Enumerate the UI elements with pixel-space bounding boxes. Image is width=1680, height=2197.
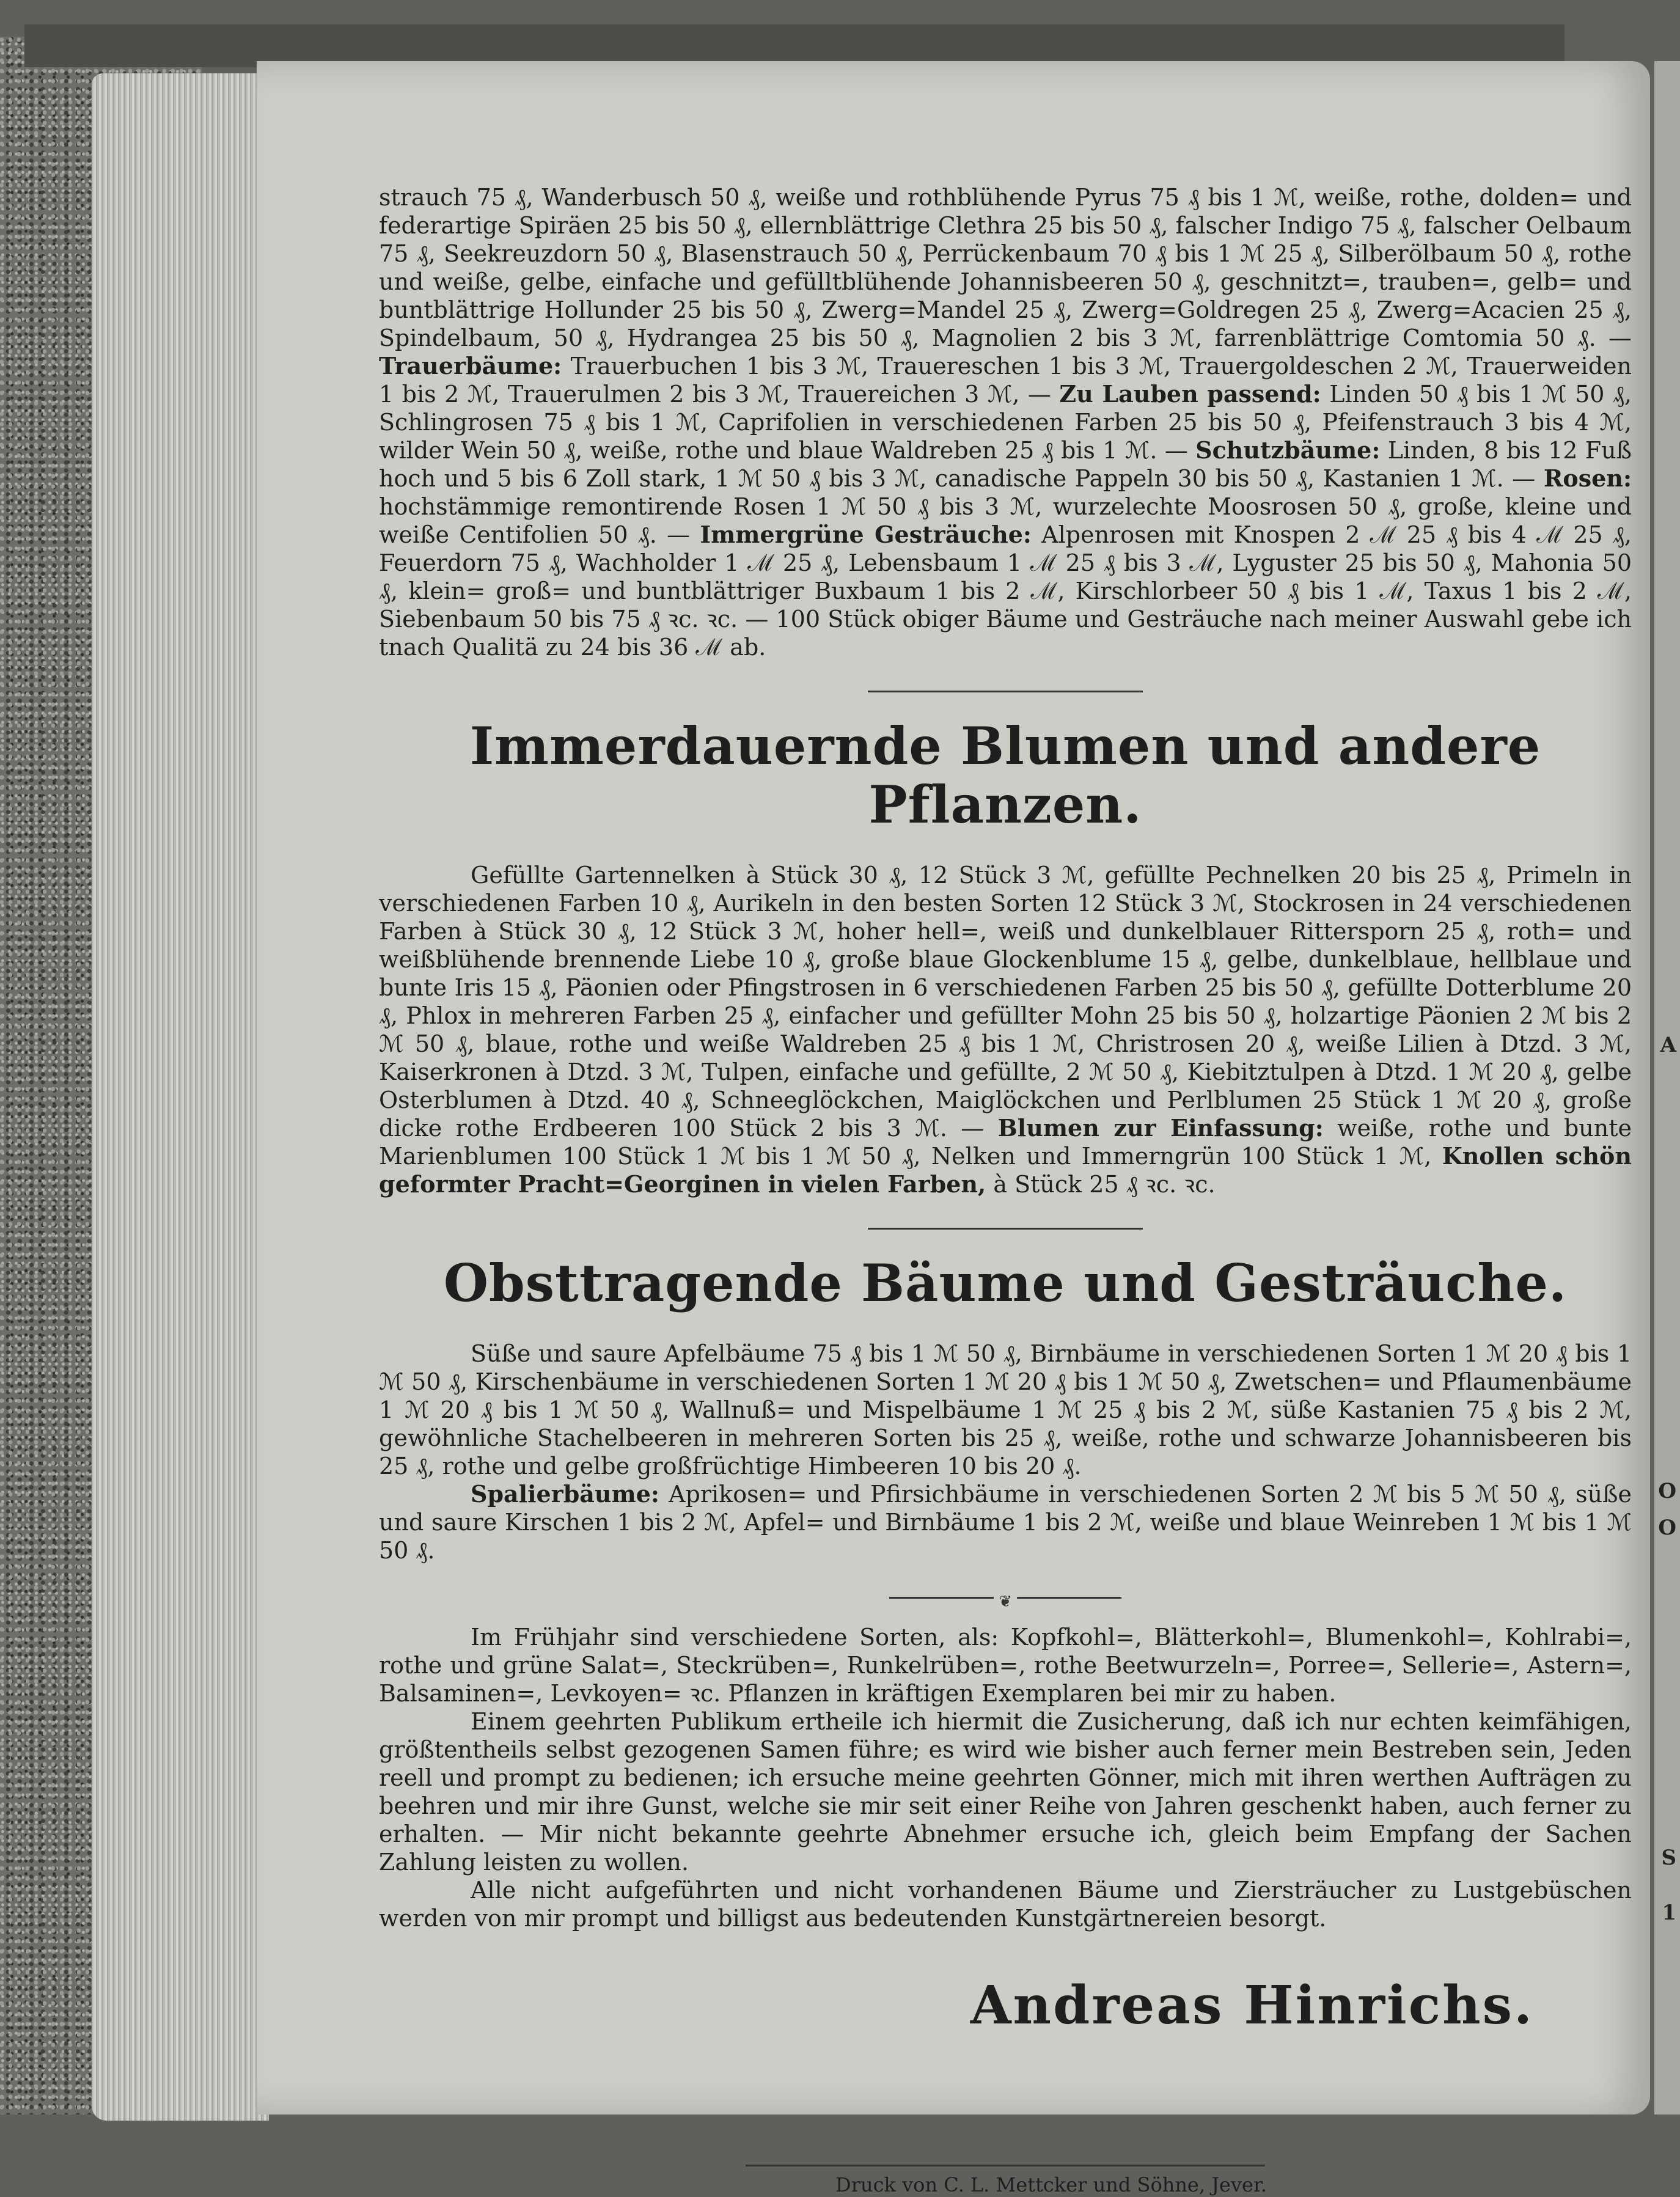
closing-paragraph-2: Einem geehrten Publikum ertheile ich hiermit die Zusicherung, daß ich nur echten keimfähigen, größtentheils selbst gezogenen Samen führe; es wird wie bisher auch ferner mein Bestreben sein, Jeden reell und prompt zu bedienen; ich ersuche meine geehrten Gönner, mich mit ihren werthen Aufträgen zu beehren und mir ihre Gunst, welche sie mir seit einer Reihe von Jahren geschenkt haben, auch ferner zu erhalten. — Mir nicht bekannte geehrte Abnehmer ersuche ich, gleich beim Empfang der Sachen Zahlung leisten zu wollen. [379,1708,1632,1876]
rosen-label: Rosen: [1543,464,1632,492]
georginen-label: Knollen schön geformter Pracht=Georginen in vielen Farben, [379,1142,1632,1198]
section-divider [868,1228,1143,1230]
schutz-label: Schutzbäume: [1195,436,1381,464]
next-page-edge [1654,61,1680,2114]
obst-paragraph: Süße und saure Apfelbäume 75 ₰ bis 1 ℳ 50 ₰, Birnbäume in verschiedenen Sorten 1 ℳ 20 ₰ bis 1 ℳ 50 ₰, Kirschenbäume in verschiedenen Sorten 1 ℳ 20 ₰ bis 1 ℳ 50 ₰, Zwetschen= und Pflaumenbäume 1 ℳ 20 ₰ bis 1 ℳ 50 ₰, Wallnuß= und Mispelbäume 1 ℳ 25 ₰ bis 2 ℳ, süße Kastanien 75 ₰ bis 2 ℳ, gewöhnliche Stachelbeeren in mehreren Sorten bis 25 ₰, weiße, rothe und schwarze Johannisbeeren bis 25 ₰, rothe und gelbe großfrüchtige Himbeeren 10 bis 20 ₰. [379,1340,1632,1480]
immergruen-text: Alpenrosen mit Knospen 2 ℳ 25 ₰ bis 4 ℳ 25 ₰, Feuerdorn 75 ₰, Wachholder 1 ℳ 25 ₰, Lebensbaum 1 ℳ 25 ₰ bis 3 ℳ, Lyguster 25 bis 50 ₰, Mahonia 50 ₰, klein= groß= und buntblättriger Buxbaum 1 bis 2 ℳ, Kirschlorbeer 50 ₰ bis 1 ℳ, Taxus 1 bis 2 ℳ, Siebenbaum 50 bis 75 ₰ ꝛc. ꝛc. — 100 Stück obiger Bäume und Gesträuche nach meiner Auswahl gebe ich tnach Qualitä zu 24 bis 36 ℳ ab. [379,521,1632,661]
signature: Andreas Hinrichs. [970,1975,1534,2036]
next-page-char: 1 [1662,1901,1676,1925]
spalier-label: Spalierbäume: [471,1480,659,1508]
page-edges-stack [92,73,269,2121]
einfassung-text: weiße, rothe und bunte Marienblumen 100 Stück 1 ℳ bis 1 ℳ 50 ₰, Nelken und Immerngrün 100 Stück 1 ℳ, [379,1115,1632,1170]
next-page-char: O [1658,1479,1676,1503]
lauben-text: Linden 50 ₰ bis 1 ℳ 50 ₰, Schlingrosen 75 ₰ bis 1 ℳ, Caprifolien in verschiedenen Farben 25 bis 50 ₰, Pfeifenstrauch 3 bis 4 ℳ, wilder Wein 50 ₰, weiße, rothe und blaue Waldreben 25 ₰ bis 1 ℳ. — [379,381,1632,464]
blumen-text: Gefüllte Gartennelken à Stück 30 ₰, 12 Stück 3 ℳ, gefüllte Pechnelken 20 bis 25 ₰, Primeln in verschiedenen Farben 10 ₰, Aurikeln in den besten Sorten 12 Stück 3 ℳ, Stockrosen in 24 verschiedenen Farben à Stück 30 ₰, 12 Stück 3 ℳ, hoher hell=, weiß und dunkelblauer Rittersporn 25 ₰, roth= und weißblühende brennende Liebe 10 ₰, große blaue Glockenblume 15 ₰, gelbe, dunkelblaue, hellblaue und bunte Iris 15 ₰, Päonien oder Pfingstrosen in 6 verschiedenen Farben 25 bis 50 ₰, gefüllte Dotterblume 20 ₰, Phlox in mehreren Farben 25 ₰, einfacher und gefüllter Mohn 25 bis 50 ₰, holzartige Päonien 2 ℳ bis 2 ℳ 50 ₰, blaue, rothe und weiße Waldreben 25 ₰ bis 1 ℳ, Christrosen 20 ₰, weiße Lilien à Dtzd. 3 ℳ, Kaiserkronen à Dtzd. 3 ℳ, Tulpen, einfache und gefüllte, 2 ℳ 50 ₰, Kiebitztulpen à Dtzd. 1 ℳ 20 ₰, gelbe Osterblumen à Dtzd. 40 ₰, Schneeglöckchen, Maiglöckchen und Perlblumen 25 Stück 1 ℳ 20 ₰, große dicke rothe Erdbeeren 100 Stück 2 bis 3 ℳ. — [379,862,1632,1142]
trauer-label: Trauerbäume: [379,352,562,380]
next-page-char: S [1661,1846,1676,1870]
printer-divider [746,2165,1265,2166]
continuation-paragraph [379,183,1632,661]
immergruen-label: Immergrüne Gesträuche: [700,521,1032,548]
section-heading-obst: Obsttragende Bäume und Gesträuche. [443,1253,1568,1313]
next-page-char: O [1658,1516,1676,1540]
next-page-char: A [1660,1033,1676,1057]
spalier-text: Aprikosen= und Pfirsichbäume in verschiedenen Sorten 2 ℳ bis 5 ℳ 50 ₰, süße und saure Kirschen 1 bis 2 ℳ, Apfel= und Birnbäume 1 bis 2 ℳ, weiße und blaue Weinreben 1 ℳ bis 1 ℳ 50 ₰. [379,1481,1632,1564]
schutz-text: Linden, 8 bis 12 Fuß hoch und 5 bis 6 Zoll stark, 1 ℳ 50 ₰ bis 3 ℳ, canadische Pappeln 30 bis 50 ₰, Kastanien 1 ℳ. — [379,437,1632,492]
continuation-lead-text: strauch 75 ₰, Wanderbusch 50 ₰, weiße und rothblühende Pyrus 75 ₰ bis 1 ℳ, weiße, rothe, dolden= und federartige Spiräen 25 bis 50 ₰, ellernblättrige Clethra 25 bis 50 ₰, falscher Indigo 75 ₰, falscher Oelbaum 75 ₰, Seekreuzdorn 50 ₰, Blasenstrauch 50 ₰, Perrückenbaum 70 ₰ bis 1 ℳ 25 ₰, Silberölbaum 50 ₰, rothe und weiße, gelbe, einfache und gefülltblühende Johannisbeeren 50 ₰, geschnitzt=, trauben=, gelb= und buntblättrige Hollunder 25 bis 50 ₰, Zwerg=Mandel 25 ₰, Zwerg=Goldregen 25 ₰, Zwerg=Acacien 25 ₰, Spindelbaum, 50 ₰, Hydrangea 25 bis 50 ₰, Magnolien 2 bis 3 ℳ, farrenblättrige Comtomia 50 ₰. — [379,184,1632,351]
ornament-divider [889,1591,1121,1611]
ornament-icon: ❦ [994,1588,1017,1616]
blumen-paragraph [379,861,1632,1198]
closing-paragraph-1: Im Frühjahr sind verschiedene Sorten, als: Kopfkohl=, Blätterkohl=, Blumenkohl=, Kohlrabi=, rothe und grüne Salat=, Steckrüben=, Runkelrüben=, rothe Beetwurzeln=, Porree=, Sellerie=, Astern=, Balsaminen=, Levkoyen= ꝛc. Pflanzen in kräftigen Exemplaren bei mir zu haben. [379,1624,1632,1707]
rosen-text: hochstämmige remontirende Rosen 1 ℳ 50 ₰ bis 3 ℳ, wurzelechte Moosrosen 50 ₰, große, kleine und weiße Centifolien 50 ₰. — [379,493,1632,548]
printer-imprint: Druck von C. L. Mettcker und Söhne, Jever. [835,2173,1267,2196]
section-divider [868,691,1143,692]
lauben-label: Zu Lauben passend: [1059,380,1321,408]
trauer-text: Trauerbuchen 1 bis 3 ℳ, Trauereschen 1 bis 3 ℳ, Trauergoldeschen 2 ℳ, Trauerweiden 1 bis 2 ℳ, Trauerulmen 2 bis 3 ℳ, Trauereichen 3 ℳ, — [379,353,1632,408]
spalier-paragraph [379,1480,1632,1564]
einfassung-label: Blumen zur Einfassung: [997,1114,1324,1142]
page-content [379,183,1632,2197]
georginen-text: à Stück 25 ₰ ꝛc. ꝛc. [986,1171,1216,1198]
section-heading-blumen: Immerdauernde Blumen und andere Pflanzen. [469,716,1541,835]
closing-paragraph-3: Alle nicht aufgeführten und nicht vorhandenen Bäume und Ziersträucher zu Lustgebüschen werden von mir prompt und billigst aus bedeutenden Kunstgärtnereien besorgt. [379,1877,1632,1932]
